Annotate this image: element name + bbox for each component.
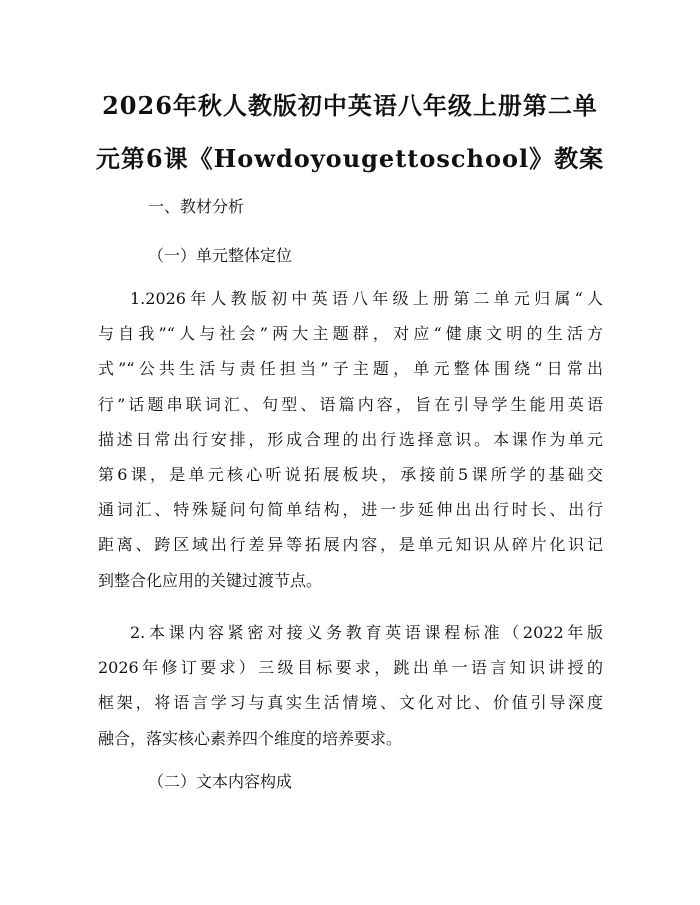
paragraph-line: 行”话题串联词汇、句型、语篇内容，旨在引导学生能用英语 xyxy=(98,394,603,414)
document-title-line-2: 元第6课《Howdoyougettoschool》教案 xyxy=(95,144,605,173)
section-heading-textbook-analysis: 一、教材分析 xyxy=(148,197,245,216)
paragraph-line: 通词汇、特殊疑问句简单结构，进一步延伸出出行时长、出行 xyxy=(98,500,603,520)
paragraph-line: 式”“公共生活与责任担当”子主题，单元整体围绕“日常出 xyxy=(98,359,603,379)
paragraph-line: 1.2026年人教版初中英语八年级上册第二单元归属“人 xyxy=(130,289,603,308)
paragraph-line: 融合，落实核心素养四个维度的培养要求。 xyxy=(98,728,403,748)
subsection-heading-unit-positioning: （一）单元整体定位 xyxy=(148,246,293,265)
paragraph-line: 与自我”“人与社会”两大主题群，对应“健康文明的生活方 xyxy=(98,324,603,344)
paragraph-line: 第6课，是单元核心听说拓展板块，承接前5课所学的基础交 xyxy=(98,465,603,485)
document-title-line-1: 2026年秋人教版初中英语八年级上册第二单 xyxy=(102,91,598,120)
paragraph-unit-positioning xyxy=(98,281,603,598)
paragraph-line: 2.本课内容紧密对接义务教育英语课程标准（2022年版 xyxy=(130,623,603,642)
paragraph-line: 2026年修订要求）三级目标要求，跳出单一语言知识讲授的 xyxy=(98,658,603,678)
paragraph-curriculum-standard xyxy=(98,615,603,756)
paragraph-line: 描述日常出行安排，形成合理的出行选择意识。本课作为单元 xyxy=(98,429,603,449)
subsection-heading-text-content: （二）文本内容构成 xyxy=(148,772,293,791)
paragraph-line: 到整合化应用的关键过渡节点。 xyxy=(98,570,323,590)
paragraph-line: 距离、跨区域出行差异等拓展内容，是单元知识从碎片化识记 xyxy=(98,535,603,555)
paragraph-line: 框架，将语言学习与真实生活情境、文化对比、价值引导深度 xyxy=(98,693,603,713)
